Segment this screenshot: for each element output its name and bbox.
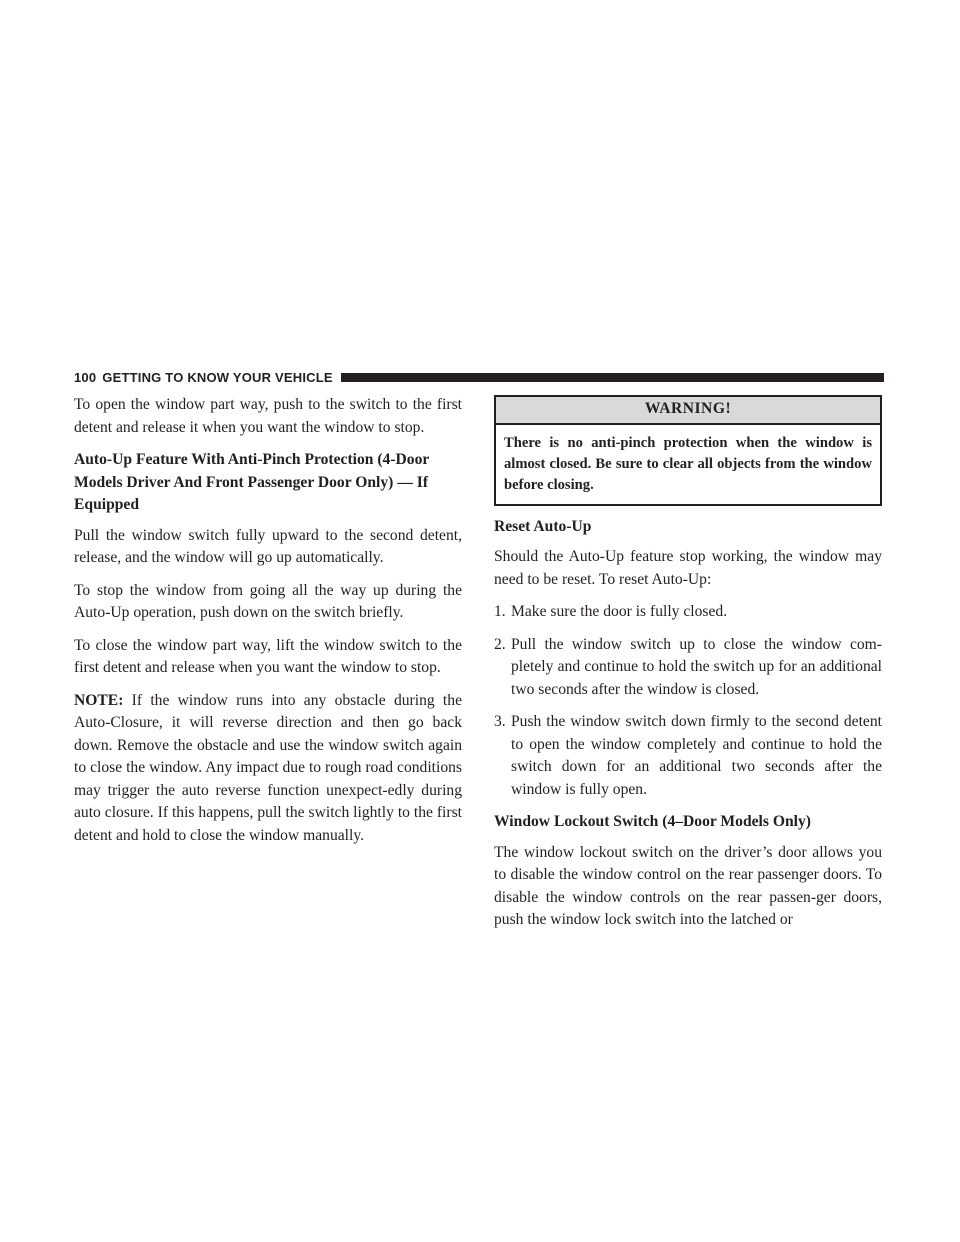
- warning-text: There is no anti-pinch protection when the window is almost closed. Be sure to clear all objects from the window before closing.: [504, 434, 872, 493]
- step-text: Push the window switch down firmly to the second detent to open the window completely and continue to hold the switch down for an additional two seconds after the window is fully open.: [511, 713, 882, 798]
- note-paragraph: [74, 690, 462, 848]
- note-label: NOTE:: [74, 691, 124, 709]
- paragraph-auto-up: Pull the window switch fully upward to the second detent, release, and the window will go up automatically.: [74, 526, 462, 566]
- left-column: [74, 394, 462, 857]
- page-header: [74, 369, 884, 385]
- heading-window-lockout: Window Lockout Switch (4–Door Models Only): [494, 813, 811, 830]
- warning-box: [494, 395, 882, 506]
- list-item: [494, 634, 882, 702]
- list-item: [494, 711, 882, 801]
- heading-reset-auto-up: Reset Auto-Up: [494, 517, 592, 535]
- paragraph-open-part-way: To open the window part way, push to the switch to the first detent and release it when you want the window to stop.: [74, 396, 462, 436]
- step-number: 2.: [494, 635, 506, 653]
- step-number: 3.: [494, 713, 506, 730]
- heading-auto-up: Auto-Up Feature With Anti-Pinch Protection (4-Door Models Driver And Front Passenger Door Only) — If Equipped: [74, 451, 430, 513]
- reset-steps: [494, 601, 882, 801]
- section-title: GETTING TO KNOW YOUR VEHICLE: [102, 369, 333, 385]
- list-item: [494, 601, 882, 624]
- warning-title: WARNING!: [496, 397, 880, 425]
- paragraph-reset: Should the Auto-Up feature stop working, the window may need to be reset. To reset Auto-Up:: [494, 548, 882, 588]
- right-column: [494, 394, 882, 942]
- paragraph-close-part-way: To close the window part way, lift the window switch to the first detent and release when you want the window to stop.: [74, 636, 462, 676]
- paragraph-lockout: The window lockout switch on the driver’s door allows you to disable the window control on the rear passenger doors. To disable the window controls on the rear passen-ger doors, push the window lock switch into the latched or: [494, 843, 882, 928]
- note-text: If the window runs into any obstacle during the Auto-Closure, it will reverse direction and then go back down. Remove the obstacle and use the window switch again to close the window. Any impact due to rough road conditions may trigger the auto reverse function unexpect-edly during auto closure. If this happens, pull the switch lightly to the first detent and hold to close the window manually.: [74, 691, 462, 844]
- step-number: 1.: [494, 603, 506, 620]
- page-number: 100: [74, 369, 97, 385]
- header-rule: [341, 373, 884, 382]
- step-text: Make sure the door is fully closed.: [511, 603, 728, 620]
- paragraph-stop-window: To stop the window from going all the way up during the Auto-Up operation, push down on the switch briefly.: [74, 581, 462, 621]
- step-text: Pull the window switch up to close the window com-pletely and continue to hold the switch up for an additional two seconds after the window is closed.: [511, 635, 882, 698]
